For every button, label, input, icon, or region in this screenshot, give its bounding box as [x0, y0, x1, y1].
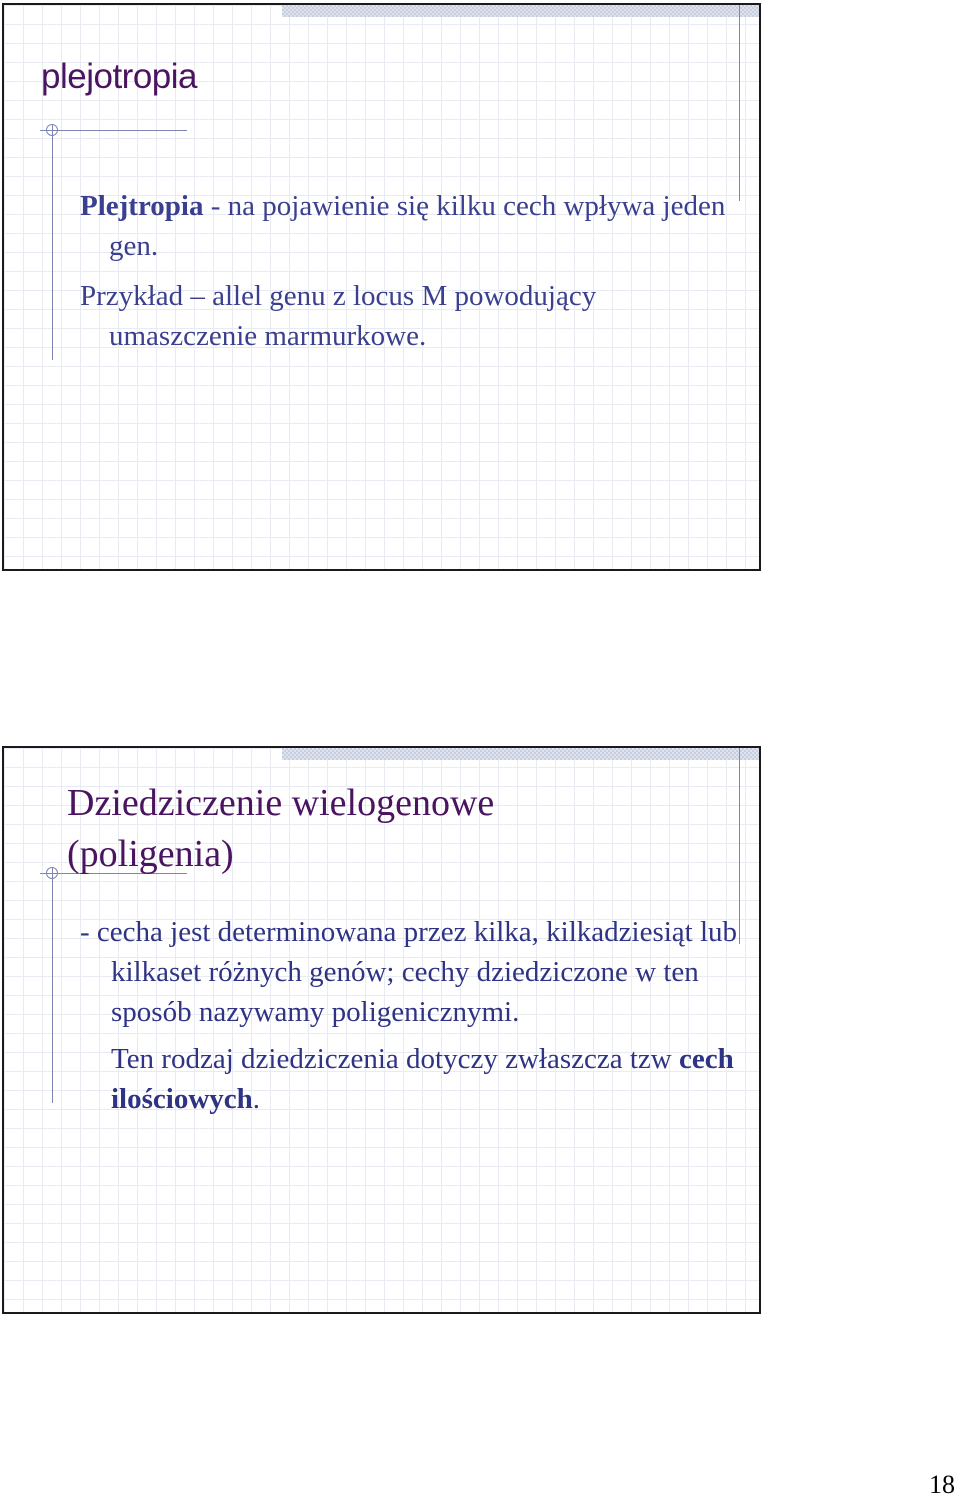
slide-plejotropia	[2, 3, 761, 571]
term-bold: Plejtropia	[80, 190, 204, 222]
body-paragraph	[80, 186, 740, 266]
body-paragraph: Przykład – allel genu z locus M powodujący umaszczenie marmurkowe.	[80, 280, 597, 352]
slide-title	[67, 778, 494, 880]
slide-body	[80, 912, 740, 1119]
title-underline-rule	[40, 130, 187, 131]
body-text: Ten rodzaj dziedziczenia dotyczy zwłaszcza tzw	[111, 1043, 679, 1075]
page-number: 18	[929, 1470, 955, 1499]
right-decorative-rule	[739, 5, 740, 201]
definition-text: - na pojawienie się kilku cech wpływa jeden gen.	[109, 190, 726, 262]
term-bold: cech ilościowych	[111, 1043, 734, 1115]
ring-ornament-icon	[46, 124, 58, 136]
body-text: .	[252, 1083, 261, 1115]
slide-title-line: Dziedziczenie wielogenowe	[67, 782, 495, 824]
body-paragraph	[80, 1039, 740, 1119]
slide-body	[80, 186, 740, 356]
left-decorative-rule	[52, 125, 53, 360]
slide-top-band	[282, 5, 759, 17]
slide-title-line: (poligenia)	[67, 833, 234, 875]
slide-top-band	[282, 748, 759, 760]
ring-ornament-icon	[46, 867, 58, 879]
slide-title: plejotropia	[41, 57, 197, 96]
slide-poligenia	[2, 746, 761, 1314]
body-paragraph: - cecha jest determinowana przez kilka, kilkadziesiąt lub kilkaset różnych genów; cechy dziedziczone w ten sposób nazywamy poligenicznymi.	[80, 916, 738, 1028]
left-decorative-rule	[52, 868, 53, 1103]
